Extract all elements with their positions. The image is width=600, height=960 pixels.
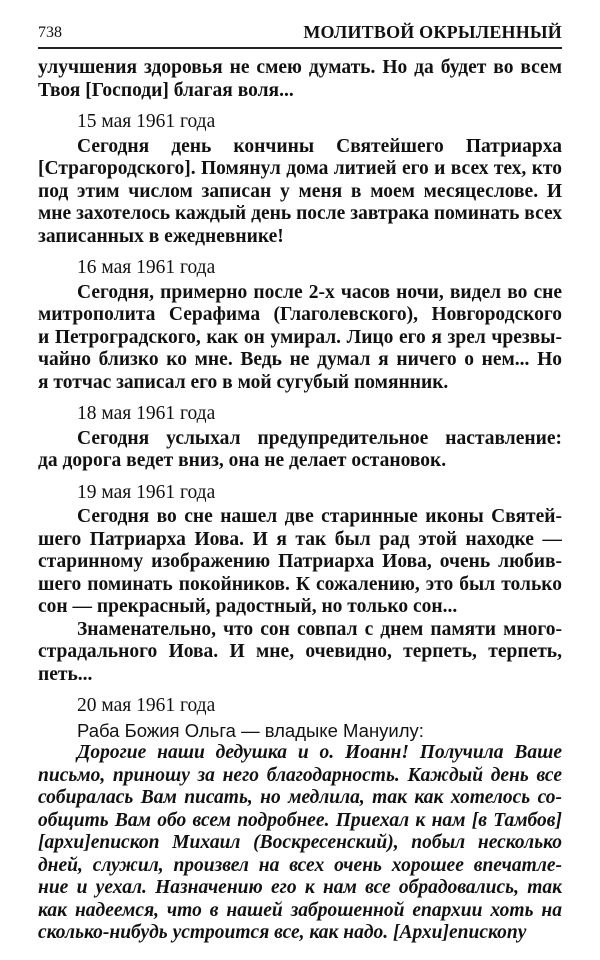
paragraph (38, 282, 562, 395)
text-line: Сегодня, примерно после 2-х часов ночи, видел во сне (77, 281, 562, 303)
text-line: Сегодня во сне нашел две старинные иконы Святей- (77, 506, 562, 527)
running-title: МОЛИТВОЙ ОКРЫЛЕННЫЙ (303, 22, 562, 42)
page-header (38, 22, 562, 46)
text-line: сколько-нибудь устроится все, как надо. [Архи]епископу (38, 922, 527, 943)
paragraph (38, 136, 562, 249)
paragraph (38, 428, 562, 473)
entry-date (38, 257, 562, 280)
text-line: я тотчас записал его в мой сугубый помянник. (38, 371, 449, 393)
text-line: митрополита Серафима (Глаголевского), Новгородского (38, 304, 562, 325)
text-line: и Петроградского, как он умирал. Лицо его я зрел чрезвы- (38, 326, 562, 348)
paragraph (38, 619, 562, 687)
text-line: 16 мая 1961 года (77, 257, 216, 278)
letter-heading (38, 720, 562, 743)
text-line: записанных в ежедневнике! (38, 225, 284, 247)
text-line: [Страгородского]. Помянул дома литией его и всех тех, кто (38, 158, 562, 179)
text-line: как надеемся, что в нашей заброшенной епархии хоть на (38, 899, 562, 921)
page-body (38, 57, 562, 945)
text-line: собиралась Вам писать, но медлила, так как хотелось со- (38, 787, 562, 808)
text-line: 20 мая 1961 года (77, 695, 216, 716)
text-line: общить Вам обо всем подробнее. Приехал к нам [в Тамбов] (38, 809, 562, 831)
entry-date (38, 482, 562, 505)
text-line: чайно близко ко мне. Ведь не думал я ничего о нем... Но (38, 349, 562, 370)
text-line: 19 мая 1961 года (77, 481, 216, 503)
paragraph (38, 57, 562, 102)
text-line: 15 мая 1961 года (77, 111, 216, 132)
text-line: дней, служил, произвел на всех очень хорошее впечатле- (38, 854, 562, 876)
text-line: письмо, приношу за него благодарность. Каждый день все (38, 764, 562, 786)
text-line: шего поминать покойников. К сожалению, это был только (38, 573, 562, 595)
text-line: Дорогие наши дедушка и о. Иоанн! Получила Ваше (77, 742, 562, 763)
text-line: улучшения здоровья не смею думать. Но да будет во всем (38, 57, 562, 78)
paragraph (38, 506, 562, 619)
text-line: ние и уехал. Назначению его к нам все обрадовались, так (38, 877, 562, 898)
text-line: Раба Божия Ольга — владыке Мануилу: (77, 719, 424, 741)
entry-date (38, 111, 562, 134)
text-line: Знаменательно, что сон совпал с днем памяти много- (77, 618, 562, 640)
entry-date (38, 403, 562, 426)
text-line: сон — прекрасный, радостный, но только сон... (38, 596, 458, 617)
text-line: Твоя [Господи] благая воля... (38, 79, 294, 101)
header-rule (38, 47, 562, 49)
text-line: петь... (38, 663, 93, 685)
text-line: [архи]епископ Михаил (Воскресенский), побыл несколько (38, 832, 562, 853)
letter-paragraph (38, 742, 562, 945)
text-line: под этим числом записан у меня в моем месяцеслове. И (38, 180, 562, 202)
text-line: старинному изображению Патриарха Иова, очень любив- (38, 551, 562, 572)
text-line: да дорога ведет вниз, она не делает остановок. (38, 450, 447, 471)
text-line: страдального Иова. И мне, очевидно, терпеть, терпеть, (38, 641, 562, 662)
text-line: 18 мая 1961 года (77, 403, 216, 424)
text-line: Сегодня день кончины Святейшего Патриарха (77, 135, 562, 157)
text-line: мне захотелось каждый день после завтрака поминать всех (38, 203, 562, 224)
text-line: шего Патриарха Иова. И я так был рад этой находке — (38, 528, 562, 550)
entry-date (38, 695, 562, 718)
page-number: 738 (38, 24, 62, 41)
text-line: Сегодня услыхал предупредительное наставление: (77, 427, 562, 449)
